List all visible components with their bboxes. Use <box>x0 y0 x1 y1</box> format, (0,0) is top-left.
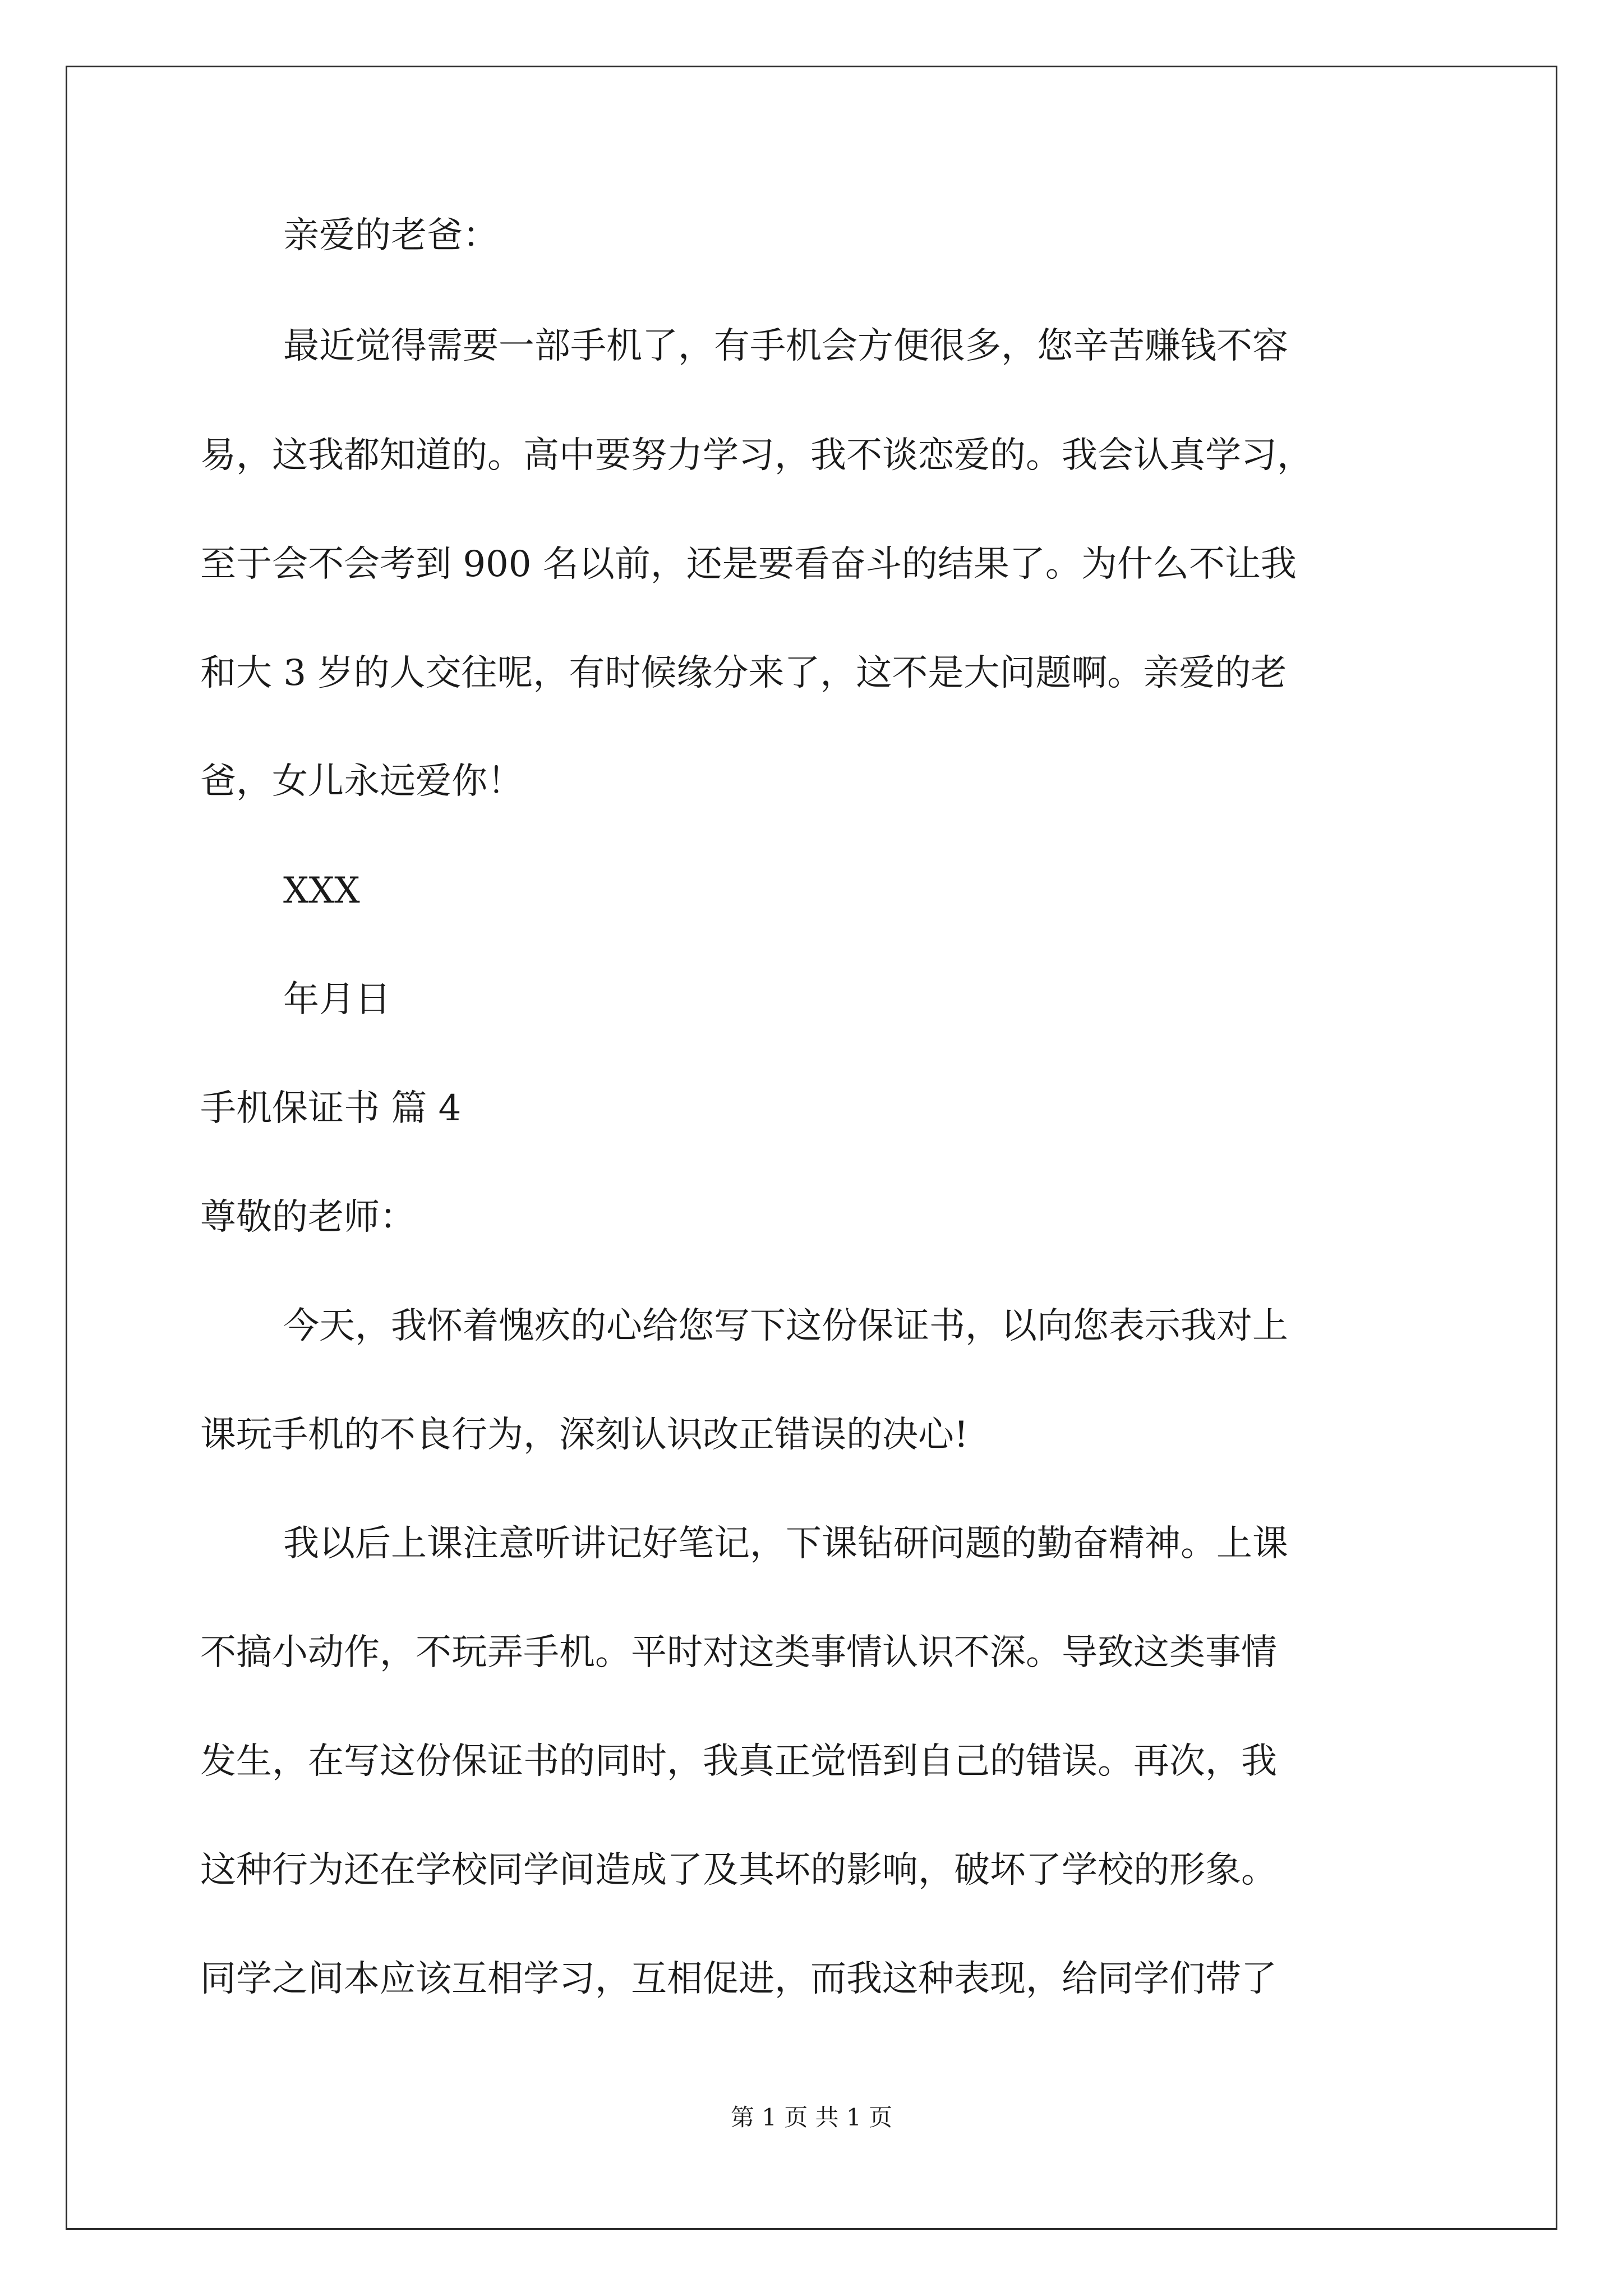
salutation-father: 亲爱的老爸： <box>283 215 499 256</box>
page-border <box>66 66 1557 2230</box>
signature-name: XXX <box>283 870 360 912</box>
paragraph-line: 易，这我都知道的。高中要努力学习，我不谈恋爱的。我会认真学习， <box>200 435 1313 476</box>
paragraph-line: 最近觉得需要一部手机了，有手机会方便很多，您辛苦赚钱不容 <box>283 325 1288 367</box>
salutation-teacher: 尊敬的老师： <box>200 1197 416 1238</box>
paragraph-line: 至于会不会考到 900 名以前，还是要看奋斗的结果了。为什么不让我 <box>200 544 1297 585</box>
paragraph-line: 我以后上课注意听讲记好笔记，下课钻研问题的勤奋精神。上课 <box>283 1523 1288 1565</box>
paragraph-line: 不搞小动作，不玩弄手机。平时对这类事情认识不深。导致这类事情 <box>200 1632 1277 1673</box>
paragraph-line: 同学之间本应该互相学习，互相促进，而我这种表现，给同学们带了 <box>200 1958 1277 2000</box>
paragraph-line: 这种行为还在学校同学间造成了及其坏的影响，破坏了学校的形象。 <box>200 1849 1277 1891</box>
section-heading: 手机保证书 篇 4 <box>200 1088 462 1129</box>
paragraph-line: 发生，在写这份保证书的同时，我真正觉悟到自己的错误。再次，我 <box>200 1741 1277 1782</box>
paragraph-line: 爸，女儿永远爱你！ <box>200 761 523 802</box>
paragraph-line: 和大 3 岁的人交往呢，有时候缘分来了，这不是大问题啊。亲爱的老 <box>200 652 1287 694</box>
signature-date: 年月日 <box>283 979 391 1020</box>
page-number-footer: 第 1 页 共 1 页 <box>730 2104 893 2131</box>
paragraph-line: 课玩手机的不良行为，深刻认识改正错误的决心! <box>200 1414 969 1456</box>
paragraph-line: 今天，我怀着愧疚的心给您写下这份保证书，以向您表示我对上 <box>283 1305 1288 1347</box>
